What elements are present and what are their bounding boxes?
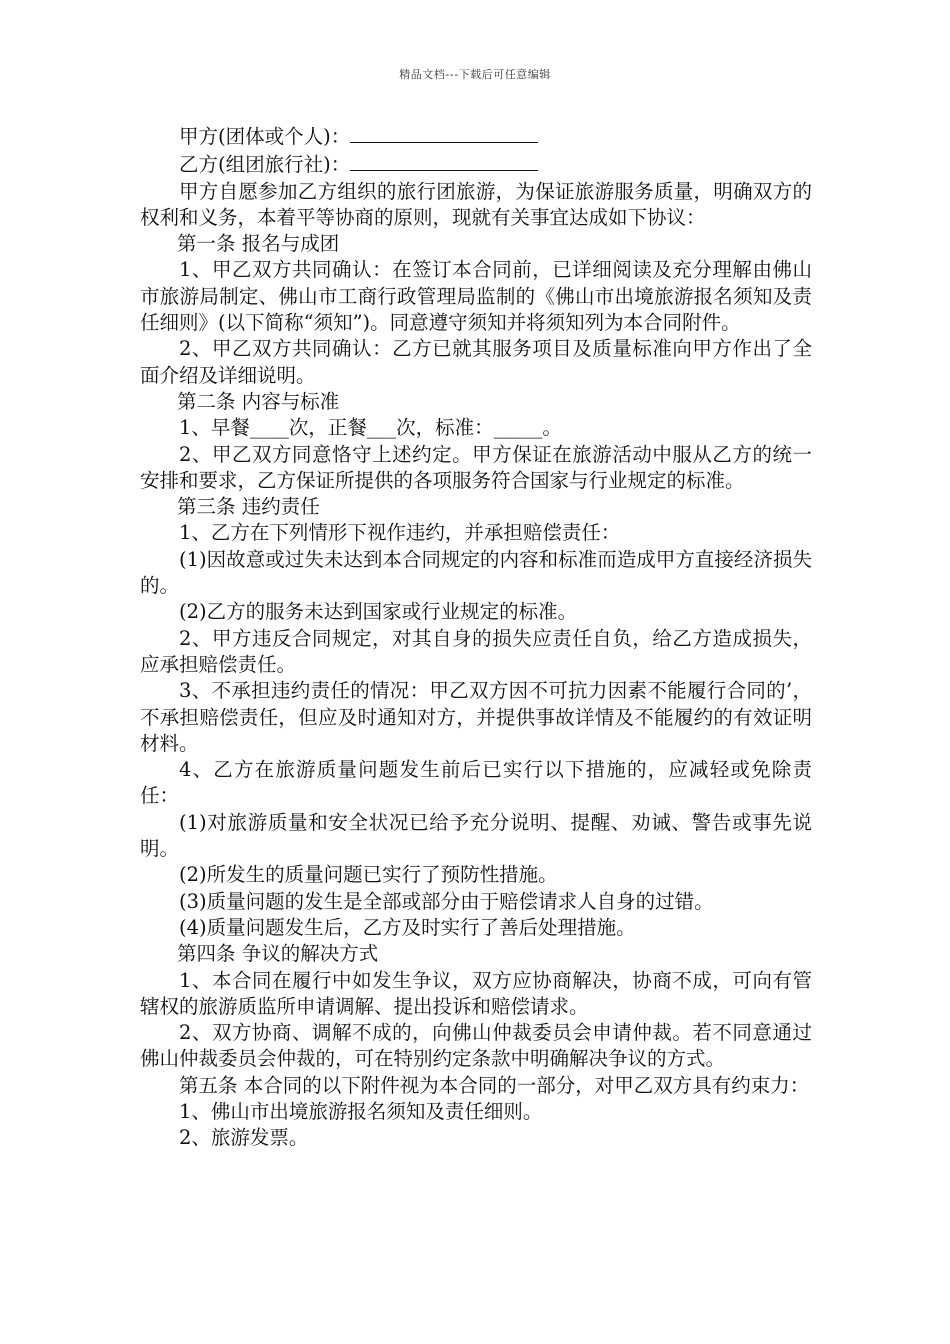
contract-body	[140, 122, 812, 1152]
party-b-label: 乙方(组团旅行社)：	[179, 153, 351, 177]
article-3-clause-4-item-4: (4)质量问题发生后，乙方及时实行了善后处理措施。	[179, 915, 636, 939]
page-header: 精品文档---下载后可任意编辑	[399, 68, 551, 81]
party-a-blank	[350, 122, 538, 143]
article-1-heading: 第一条 报名与成团	[177, 232, 340, 256]
article-1-clause-1: 1、甲乙双方共同确认：在签订本合同前，已详细阅读及充分理解由佛山市旅游局制定、佛山市工商行政管理局监制的《佛山市出境旅游报名须知及责任细则》(以下简称“须知”)。同意遵守须知并将须知列为本合同附件。	[140, 258, 812, 335]
article-2-clause-1: 1、早餐____次，正餐___次，标准：_____。	[179, 416, 562, 440]
article-2-clause-2: 2、甲乙双方同意恪守上述约定。甲方保证在旅游活动中服从乙方的统一安排和要求，乙方保证所提供的各项服务符合国家与行业规定的标准。	[140, 442, 812, 492]
article-4-heading: 第四条 争议的解决方式	[177, 942, 379, 966]
article-4-clause-2: 2、双方协商、调解不成的，向佛山仲裁委员会申请仲裁。若不同意通过佛山仲裁委员会仲裁的，可在特别约定条款中明确解决争议的方式。	[140, 1021, 812, 1071]
article-4-clause-1: 1、本合同在履行中如发生争议，双方应协商解决，协商不成，可向有管辖权的旅游质监所申请调解、提出投诉和赔偿请求。	[140, 968, 812, 1018]
party-a-line	[140, 122, 812, 150]
article-3-clause-3: 3、不承担违约责任的情况：甲乙双方因不可抗力因素不能履行合同的’，不承担赔偿责任，但应及时通知对方，并提供事故详情及不能履约的有效证明材料。	[140, 679, 812, 755]
article-2-heading: 第二条 内容与标准	[177, 389, 340, 413]
article-3-clause-4-item-1: (1)对旅游质量和安全状况已给予充分说明、提醒、劝诫、警告或事先说明。	[140, 810, 812, 861]
article-3-item-2: (2)乙方的服务未达到国家或行业规定的标准。	[179, 600, 578, 624]
article-5-clause-1: 1、佛山市出境旅游报名须知及责任细则。	[179, 1099, 543, 1123]
party-b-line	[140, 150, 812, 178]
article-3-clause-4-item-2: (2)所发生的质量问题已实行了预防性措施。	[179, 863, 558, 887]
article-3-heading: 第三条 违约责任	[177, 495, 320, 519]
article-3-clause-1: 1、乙方在下列情形下视作违约，并承担赔偿责任：	[179, 521, 621, 545]
article-5-clause-2: 2、旅游发票。	[179, 1126, 309, 1150]
party-a-label: 甲方(团体或个人)：	[179, 125, 351, 148]
article-3-clause-2: 2、甲方违反合同规定，对其自身的损失应责任自负，给乙方造成损失，应承担赔偿责任。	[140, 626, 812, 676]
article-3-clause-4-item-3: (3)质量问题的发生是全部或部分由于赔偿请求人自身的过错。	[179, 889, 714, 913]
article-5-heading: 第五条 本合同的以下附件视为本合同的一部分，对甲乙双方具有约束力：	[179, 1073, 810, 1097]
article-1-clause-2: 2、甲乙双方共同确认：乙方已就其服务项目及质量标准向甲方作出了全面介绍及详细说明。	[140, 337, 812, 387]
intro-paragraph: 甲方自愿参加乙方组织的旅行团旅游，为保证旅游服务质量，明确双方的权利和义务，本着平等协商的原则，现就有关事宜达成如下协议：	[140, 179, 812, 229]
party-b-blank	[350, 150, 538, 171]
article-3-item-1: (1)因故意或过失未达到本合同规定的内容和标准而造成甲方直接经济损失的。	[140, 547, 812, 598]
article-3-clause-4: 4、乙方在旅游质量问题发生前后已实行以下措施的，应减轻或免除责任：	[140, 758, 812, 808]
